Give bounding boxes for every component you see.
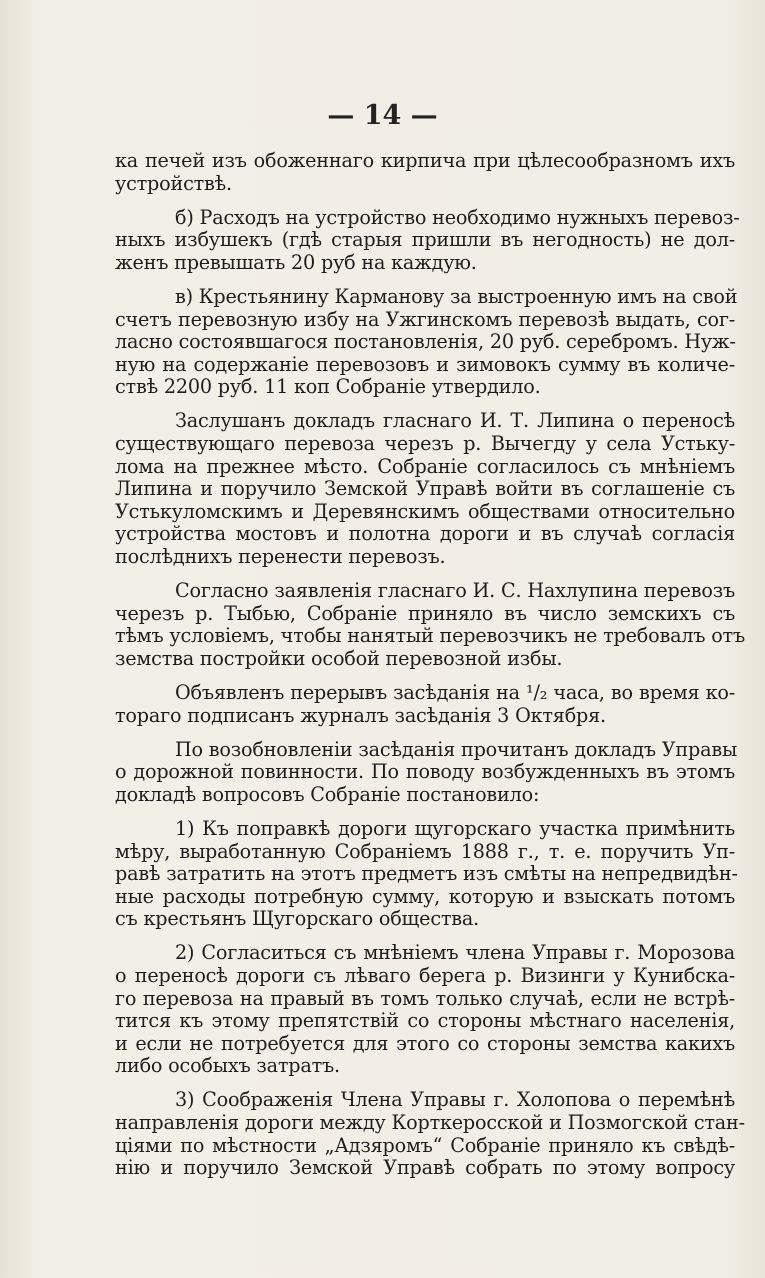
text-line: либо особыхъ затратъ. bbox=[115, 1054, 340, 1078]
paragraph bbox=[115, 410, 735, 568]
text-line: земства постройки особой перевозной избы. bbox=[115, 646, 563, 670]
paragraph bbox=[115, 816, 738, 931]
text-line: б) Расходъ на устройство необходимо нужныхъ перевоз- bbox=[175, 205, 740, 229]
text-line: ласно состоявшагося постановленія, 20 руб. серебромъ. Нуж- bbox=[115, 330, 736, 354]
paragraph bbox=[115, 1088, 745, 1180]
paragraph bbox=[115, 942, 735, 1078]
text-line: тораго подписанъ журналъ засѣданія 3 Октября. bbox=[115, 703, 606, 727]
text-line: ные расходы потребную сумму, которую и взыскать потомъ bbox=[115, 884, 735, 908]
text-line: ціями по мѣстности „Адзяромъ“ Собраніе приняло къ свѣдѣ- bbox=[115, 1133, 735, 1157]
text-line: в) Крестьянину Карманову за выстроенную имъ на свой bbox=[175, 284, 738, 308]
text-line: го перевоза на правый въ томъ только случаѣ, если не встрѣ- bbox=[115, 986, 735, 1010]
text-line: существующаго перевоза черезъ р. Вычегду у села Устьку- bbox=[115, 432, 735, 456]
text-line: 2) Согласиться съ мнѣніемъ члена Управы г. Морозова bbox=[175, 941, 735, 965]
text-line: Устькуломскимъ и Деревянскимъ обществами относительно bbox=[115, 499, 735, 523]
text-line: Объявленъ перерывъ засѣданія на ¹/₂ часа, во время ко- bbox=[175, 680, 735, 704]
paragraph bbox=[115, 737, 738, 807]
text-line: устройства мостовъ и полотна дороги и въ случаѣ согласія bbox=[115, 522, 735, 546]
text-line: 3) Соображенія Члена Управы г. Холопова о перемѣнѣ bbox=[175, 1088, 735, 1112]
text-line: женъ превышать 20 руб на каждую. bbox=[115, 250, 477, 274]
text-line: Липина и поручило Земской Управѣ войти въ соглашеніе съ bbox=[115, 477, 735, 501]
text-line: тѣмъ условіемъ, чтобы нанятый перевозчикъ не требовалъ отъ bbox=[115, 624, 745, 648]
text-line: черезъ р. Тыбью, Собраніе приняло въ число земскихъ съ bbox=[115, 601, 735, 625]
text-line: счетъ перевозную избу на Ужгинскомъ перевозѣ выдать, сог- bbox=[115, 307, 735, 331]
text-line: ную на содержаніе перевозовъ и зимовокъ сумму въ количе- bbox=[115, 352, 735, 376]
text-line: лома на прежнее мѣсто. Собраніе согласилось съ мнѣніемъ bbox=[115, 454, 735, 478]
text-line: съ крестьянъ Щугорскаго общества. bbox=[115, 907, 480, 931]
text-line: послѣднихъ перенести перевозъ. bbox=[115, 545, 446, 568]
paragraph bbox=[115, 150, 735, 195]
paragraph bbox=[115, 284, 738, 399]
text-line: ныхъ избушекъ (гдѣ старыя пришли въ негодность) не дол- bbox=[115, 228, 735, 252]
text-line: и если не потребуется для этого со стороны земства какихъ bbox=[115, 1031, 735, 1055]
text-line: ствѣ 2200 руб. 11 коп Собраніе утвердило. bbox=[115, 375, 541, 399]
paragraph bbox=[115, 205, 740, 275]
text-line: Согласно заявленія гласнаго И. С. Нахлупина перевозъ bbox=[175, 579, 735, 603]
text-line: о дорожной повинности. По поводу возбужденныхъ въ этомъ bbox=[115, 760, 735, 784]
paragraph bbox=[115, 579, 745, 670]
text-line: устройствѣ. bbox=[115, 171, 232, 195]
text-line: 1) Къ поправкѣ дороги щугорскаго участка примѣнить bbox=[175, 816, 735, 840]
body-text bbox=[115, 149, 745, 1191]
page-number: — 14 — bbox=[327, 100, 438, 131]
text-line: равѣ затратить на этотъ предметъ изъ смѣты на непредвидѣн- bbox=[115, 862, 738, 886]
text-line: докладѣ вопросовъ Собраніе постановило: bbox=[115, 782, 540, 806]
text-line: нію и поручило Земской Управѣ собрать по этому вопросу bbox=[115, 1156, 735, 1180]
text-line: направленія дороги между Корткеросской и Позмогской стан- bbox=[115, 1111, 745, 1135]
text-line: мѣру, выработанную Собраніемъ 1888 г., т. е. поручить Уп- bbox=[115, 839, 735, 863]
text-line: о переносѣ дороги съ лѣваго берега р. Визинги у Кунибска- bbox=[115, 964, 735, 987]
paragraph bbox=[115, 682, 735, 727]
text-line: По возобновленіи засѣданія прочитанъ докладъ Управы bbox=[175, 737, 738, 761]
text-line: ка печей изъ обоженнаго кирпича при цѣлесообразномъ ихъ bbox=[115, 149, 735, 172]
text-line: тится къ этому препятствій со стороны мѣстнаго населенія, bbox=[115, 1009, 735, 1033]
text-line: Заслушанъ докладъ гласнаго И. Т. Липина о переносѣ bbox=[175, 409, 735, 433]
